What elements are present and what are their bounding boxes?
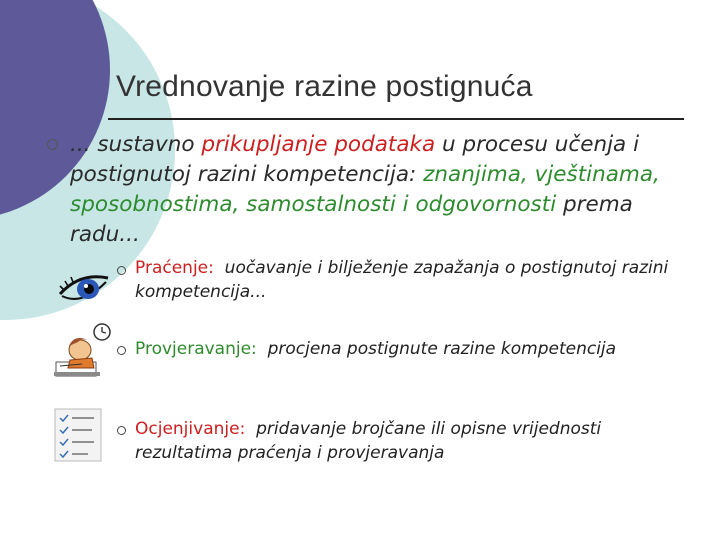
intro-text-2: u procesu učenja i postignutoj razini kompetencija: <box>70 132 640 187</box>
intro-text-1: ... sustavno <box>70 132 202 157</box>
sub-bullet <box>117 266 126 275</box>
checklist-icon <box>54 408 102 462</box>
intro-paragraph <box>70 130 680 250</box>
item-description: procjena postignute razine kompetencija <box>267 339 617 359</box>
intro-highlight-competencies: znanjima, vještinama, sposobnostima, samostalnosti i odgovornosti <box>70 162 660 217</box>
intro-highlight-collection: prikupljanje podataka <box>201 132 436 157</box>
item-description: pridavanje brojčane ili opisne vrijednosti rezultatima praćenja i provjeravanja <box>135 419 602 463</box>
item-provjeravanje <box>135 337 695 361</box>
title-divider <box>108 118 684 120</box>
intro-text-3: prema radu... <box>70 192 633 247</box>
item-pracenje <box>135 256 695 304</box>
main-bullet <box>47 139 58 150</box>
item-label: Provjeravanje: <box>135 339 257 359</box>
item-label: Ocjenjivanje: <box>135 419 246 439</box>
sub-bullet <box>117 426 126 435</box>
page-title: Vrednovanje razine postignuća <box>116 70 533 103</box>
eye-icon <box>58 268 110 308</box>
item-description: uočavanje i bilježenje zapažanja o postignutoj razini kompetencija... <box>135 258 669 302</box>
sub-bullet <box>117 346 126 355</box>
student-clock-icon <box>52 322 114 384</box>
item-ocjenjivanje <box>135 417 695 465</box>
item-label: Praćenje: <box>135 258 214 278</box>
